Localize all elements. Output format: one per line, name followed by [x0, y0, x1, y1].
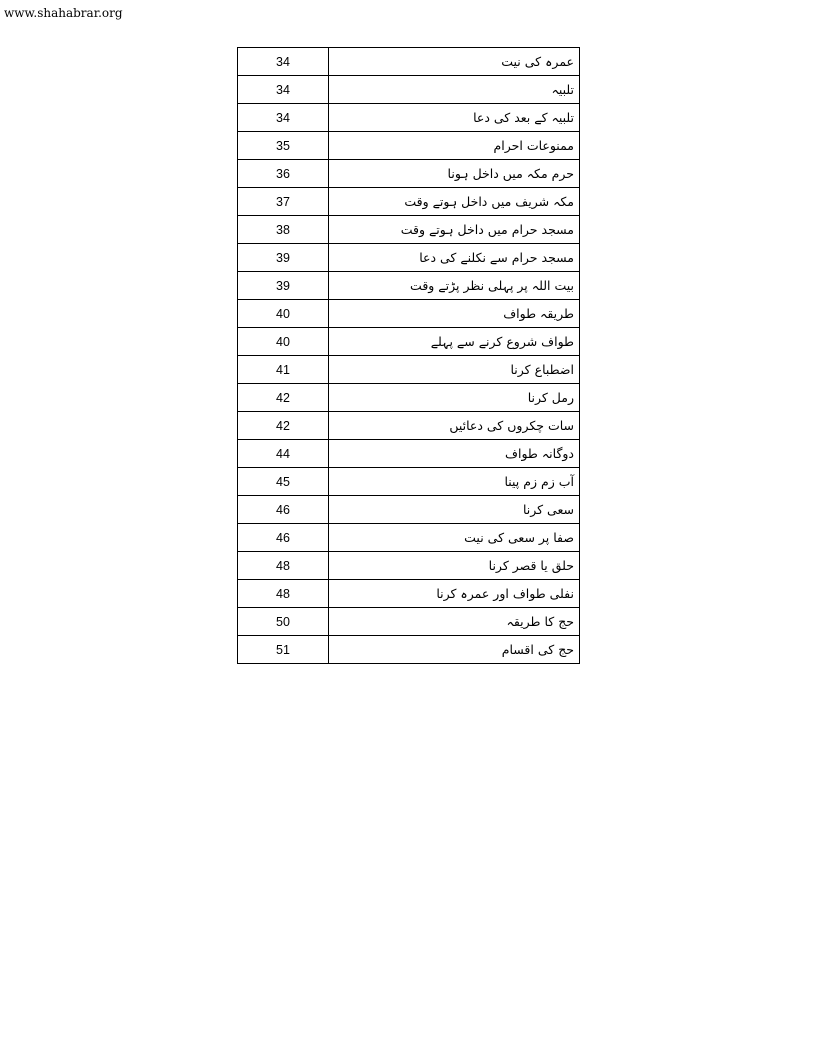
topic-title: ممنوعات احرام: [329, 132, 580, 160]
table-row: [238, 412, 580, 440]
page-number: 38: [238, 216, 329, 244]
topic-title: صفا پر سعی کی نیت: [329, 524, 580, 552]
page-number: 39: [238, 272, 329, 300]
topic-title: نفلی طواف اور عمرہ کرنا: [329, 580, 580, 608]
table-row: [238, 608, 580, 636]
topic-title: آب زم زم پینا: [329, 468, 580, 496]
table-row: [238, 468, 580, 496]
topic-title: طواف شروع کرنے سے پہلے: [329, 328, 580, 356]
page-number: 50: [238, 608, 329, 636]
page-number: 34: [238, 48, 329, 76]
page-number: 39: [238, 244, 329, 272]
table-row: [238, 160, 580, 188]
table-of-contents: [237, 47, 580, 664]
page-number: 46: [238, 524, 329, 552]
table-row: [238, 244, 580, 272]
page-number: 37: [238, 188, 329, 216]
page-number: 46: [238, 496, 329, 524]
topic-title: مسجد حرام سے نکلنے کی دعا: [329, 244, 580, 272]
page-number: 35: [238, 132, 329, 160]
site-url: www.shahabrar.org: [4, 6, 123, 20]
page-number: 41: [238, 356, 329, 384]
topic-title: مسجد حرام میں داخل ہوتے وقت: [329, 216, 580, 244]
page-number: 51: [238, 636, 329, 664]
topic-title: تلبیہ: [329, 76, 580, 104]
page-number: 48: [238, 580, 329, 608]
topic-title: دوگانہ طواف: [329, 440, 580, 468]
table-row: [238, 272, 580, 300]
table-row: [238, 104, 580, 132]
table-row: [238, 552, 580, 580]
page-number: 48: [238, 552, 329, 580]
table-row: [238, 132, 580, 160]
table-row: [238, 580, 580, 608]
topic-title: حج کا طریقہ: [329, 608, 580, 636]
table-row: [238, 216, 580, 244]
page-number: 42: [238, 412, 329, 440]
page-number: 36: [238, 160, 329, 188]
table-row: [238, 48, 580, 76]
table-row: [238, 356, 580, 384]
topic-title: عمرہ کی نیت: [329, 48, 580, 76]
table-row: [238, 76, 580, 104]
topic-title: مکہ شریف میں داخل ہوتے وقت: [329, 188, 580, 216]
topic-title: اضطباع کرنا: [329, 356, 580, 384]
table-row: [238, 440, 580, 468]
page-number: 40: [238, 300, 329, 328]
page-number: 34: [238, 104, 329, 132]
topic-title: سعی کرنا: [329, 496, 580, 524]
table-row: [238, 188, 580, 216]
table-row: [238, 384, 580, 412]
topic-title: طریقہ طواف: [329, 300, 580, 328]
page-number: 40: [238, 328, 329, 356]
table-row: [238, 524, 580, 552]
topic-title: حج کی اقسام: [329, 636, 580, 664]
page-number: 42: [238, 384, 329, 412]
table-row: [238, 328, 580, 356]
topic-title: حلق یا قصر کرنا: [329, 552, 580, 580]
topic-title: سات چکروں کی دعائیں: [329, 412, 580, 440]
page-number: 34: [238, 76, 329, 104]
page-number: 45: [238, 468, 329, 496]
topic-title: بیت اللہ پر پہلی نظر پڑتے وقت: [329, 272, 580, 300]
topic-title: حرم مکہ میں داخل ہونا: [329, 160, 580, 188]
table-row: [238, 636, 580, 664]
topic-title: رمل کرنا: [329, 384, 580, 412]
topic-title: تلبیہ کے بعد کی دعا: [329, 104, 580, 132]
table-row: [238, 300, 580, 328]
table-row: [238, 496, 580, 524]
page-number: 44: [238, 440, 329, 468]
